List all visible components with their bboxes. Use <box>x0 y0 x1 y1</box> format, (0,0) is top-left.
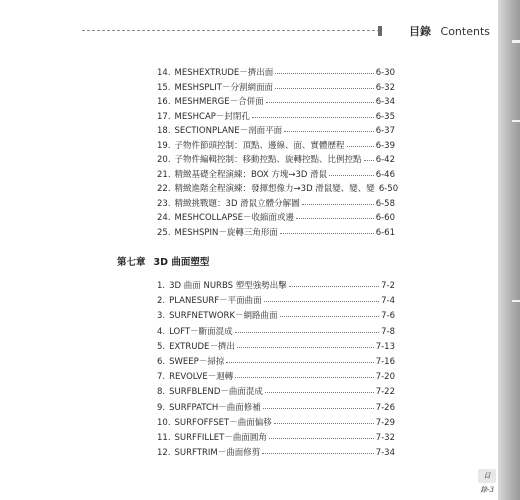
toc-entry[interactable] <box>157 309 395 321</box>
toc-entry-number: 12. <box>157 448 171 459</box>
page-header <box>82 22 498 40</box>
toc-entry[interactable] <box>157 211 395 223</box>
toc-entry-page: 7-8 <box>381 326 395 337</box>
toc-entry-title: MESHCAP－封閉孔 <box>174 111 250 122</box>
toc-entry-number: 14. <box>157 68 171 78</box>
toc-entry[interactable] <box>157 197 395 209</box>
toc-entry-title: MESHSPLIT－分割網面面 <box>174 82 273 93</box>
toc-leader-dots <box>262 452 373 454</box>
toc-entry-page: 7-26 <box>375 402 395 413</box>
toc-leader-dots <box>252 116 374 118</box>
toc-entry[interactable] <box>157 139 395 151</box>
toc-leader-dots <box>280 232 374 234</box>
toc-entry-number: 21. <box>157 169 171 180</box>
toc-entry[interactable] <box>157 431 395 443</box>
toc-entry-page: 6-37 <box>375 126 395 136</box>
toc-entry-page: 6-60 <box>375 213 395 223</box>
toc-entry-title: REVOLVE－迴轉 <box>169 372 234 383</box>
toc-entry-title: LOFT－斷面混成 <box>169 326 233 337</box>
toc-entry-number: 22. <box>157 184 171 194</box>
toc-entry-title: SWEEP－掃掠 <box>169 357 225 367</box>
toc-entry-page: 7-20 <box>375 372 395 383</box>
toc-entry-number: 9. <box>157 402 166 413</box>
toc-entry-number: 23. <box>157 198 171 209</box>
toc-leader-dots <box>237 346 374 348</box>
toc-entry-number: 2. <box>157 296 166 307</box>
toc-entry-page: 6-46 <box>375 169 395 180</box>
toc-entry-number: 15. <box>157 82 171 93</box>
toc-entry-page: 7-13 <box>375 341 395 352</box>
toc-leader-dots <box>302 203 374 205</box>
toc-leader-dots <box>266 101 374 103</box>
toc-entry-number: 10. <box>157 417 171 428</box>
toc-leader-dots <box>364 159 374 161</box>
toc-entry[interactable] <box>157 370 395 382</box>
toc-entry-number: 4. <box>157 326 166 337</box>
toc-entry-number: 3. <box>157 311 166 322</box>
toc-entry[interactable] <box>157 66 395 78</box>
toc-entry-page: 6-32 <box>375 82 395 93</box>
toc-leader-dots <box>235 331 379 333</box>
toc-entry-number: 18. <box>157 126 171 136</box>
toc-entry[interactable] <box>157 325 395 337</box>
toc-entry-page: 7-2 <box>381 281 395 291</box>
toc-leader-dots <box>235 376 373 378</box>
header-title-en: Contents <box>440 25 490 38</box>
toc-entry-number: 24. <box>157 213 171 223</box>
toc-entry-title: SURFTRIM－曲面修剪 <box>174 448 261 459</box>
chapter-label: 第七章 <box>117 257 146 268</box>
toc-entry-page: 7-16 <box>375 357 395 367</box>
toc-entry[interactable] <box>157 81 395 93</box>
toc-leader-dots <box>274 422 374 424</box>
toc-entry-number: 7. <box>157 372 166 383</box>
toc-entry-page: 7-34 <box>375 448 395 459</box>
chapter-heading <box>117 254 209 268</box>
toc-entry-title: 3D 曲面 NURBS 塑型強勢出擊 <box>169 281 287 291</box>
toc-entry-number: 1. <box>157 281 166 291</box>
toc-leader-dots <box>275 72 373 74</box>
header-title <box>409 23 490 39</box>
toc-entry-page: 7-29 <box>375 417 395 428</box>
toc-leader-dots <box>284 130 374 132</box>
toc-leader-dots <box>347 145 374 147</box>
toc-entry-page: 7-4 <box>381 296 395 307</box>
toc-entry-title: SURFNETWORK－網路曲面 <box>169 311 278 322</box>
header-marker <box>378 26 382 36</box>
toc-leader-dots <box>226 361 373 363</box>
toc-entry-title: 精緻挑戰題：3D 滑鼠立體分解圖 <box>174 198 300 209</box>
toc-entry-title: 子物件節頭控制：頂點、邊線、面、實體歷程 <box>174 140 345 151</box>
toc-entry-page: 6-58 <box>375 198 395 209</box>
toc-entry-page: 7-22 <box>375 387 395 398</box>
toc-entry-title: EXTRUDE－擠出 <box>169 341 235 352</box>
toc-entry-title: PLANESURF－平面曲面 <box>169 296 262 307</box>
header-dashed-line <box>82 30 380 31</box>
toc-leader-dots <box>263 407 374 409</box>
toc-entry[interactable] <box>157 182 399 194</box>
toc-entry[interactable] <box>157 294 395 306</box>
toc-entry-title: 精緻進階全程演練：發揮想像力→3D 滑鼠變、變、變 <box>174 184 375 194</box>
toc-entry-number: 5. <box>157 341 166 352</box>
toc-entry-number: 19. <box>157 140 171 151</box>
toc-entry[interactable] <box>157 340 395 352</box>
toc-entry-title: MESHMERGE－合併面 <box>174 97 264 107</box>
toc-entry-page: 6-42 <box>375 155 395 165</box>
toc-entry-title: 子物件編輯控制：移動控點、旋轉控點、比例控點 <box>174 155 362 165</box>
toc-entry[interactable] <box>157 385 395 397</box>
toc-entry-title: SURFFILLET－曲面圓角 <box>174 433 267 443</box>
toc-entry[interactable] <box>157 95 395 107</box>
toc-leader-dots <box>329 174 374 176</box>
toc-leader-dots <box>264 300 379 302</box>
toc-entry-title: MESHCOLLAPSE－收縮面或邊 <box>174 213 295 223</box>
toc-leader-dots <box>296 217 374 219</box>
toc-entry-page: 6-34 <box>375 97 395 107</box>
toc-entry[interactable] <box>157 279 395 291</box>
chapter-title: 3D 曲面塑型 <box>153 257 210 268</box>
toc-entry-title: SURFPATCH－曲面修補 <box>169 402 261 413</box>
toc-leader-dots <box>269 437 374 439</box>
toc-entry-number: 6. <box>157 357 166 367</box>
toc-entry[interactable] <box>157 355 395 367</box>
toc-entry-title: SURFOFFSET－曲面偏移 <box>174 417 272 428</box>
toc-entry-number: 11. <box>157 433 171 443</box>
toc-entry-number: 20. <box>157 155 171 165</box>
toc-entry[interactable] <box>157 168 395 180</box>
toc-entry-number: 8. <box>157 387 166 398</box>
toc-entry-page: 7-32 <box>375 433 395 443</box>
toc-entry[interactable] <box>157 416 395 428</box>
toc-leader-dots <box>280 315 380 317</box>
toc-entry-number: 17. <box>157 111 171 122</box>
toc-entry-number: 16. <box>157 97 171 107</box>
toc-entry[interactable] <box>157 446 395 458</box>
toc-entry[interactable] <box>157 153 395 165</box>
toc-leader-dots <box>289 285 379 287</box>
toc-entry[interactable] <box>157 110 395 122</box>
page-number-badge: 目錄-3 <box>478 469 496 483</box>
toc-entry-page: 6-50 <box>378 184 399 194</box>
decorative-side-strip <box>498 0 520 500</box>
toc-entry-page: 6-30 <box>375 68 395 78</box>
toc-entry-page: 6-39 <box>375 140 395 151</box>
toc-leader-dots <box>265 391 374 393</box>
toc-entry-title: 精緻基礎全程演練：BOX 方塊→3D 滑鼠 <box>174 169 328 180</box>
toc-entry[interactable] <box>157 226 395 238</box>
toc-entry-title: MESHEXTRUDE－擠出面 <box>174 68 274 78</box>
toc-entry-page: 7-6 <box>381 311 395 322</box>
toc-entry-number: 25. <box>157 227 171 238</box>
header-title-zh: 目錄 <box>409 25 432 38</box>
toc-leader-dots <box>275 87 374 89</box>
toc-entry-page: 6-61 <box>375 227 395 238</box>
toc-entry-page: 6-35 <box>375 111 395 122</box>
toc-entry-title: SURFBLEND－曲面混成 <box>169 387 263 398</box>
toc-entry[interactable] <box>157 124 395 136</box>
toc-entry[interactable] <box>157 401 395 413</box>
toc-entry-title: SECTIONPLANE－剖面平面 <box>174 126 283 136</box>
toc-entry-title: MESHSPIN－旋轉三角形面 <box>174 227 278 238</box>
